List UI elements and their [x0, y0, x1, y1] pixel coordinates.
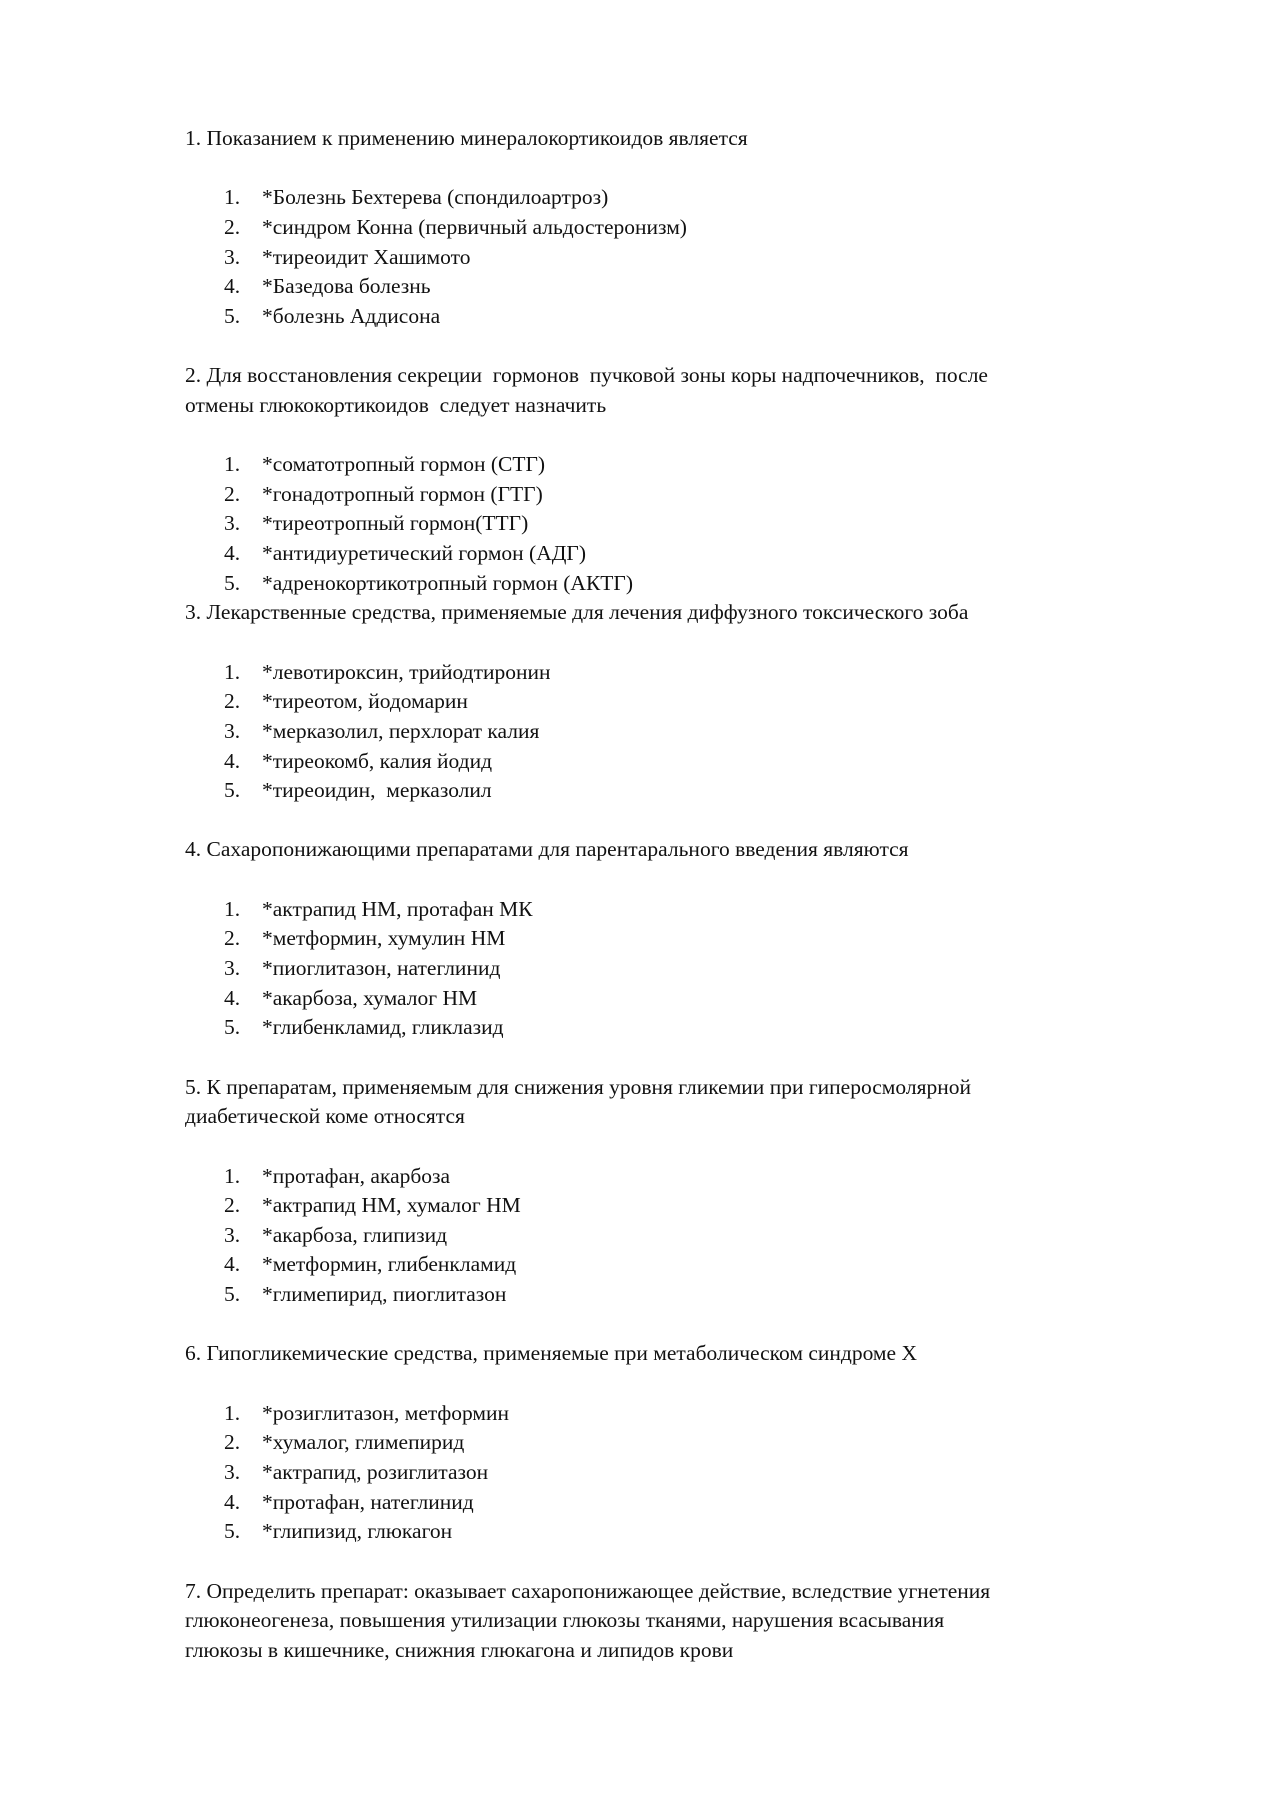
option-text: *хумалог, глимепирид — [262, 1430, 465, 1455]
answer-option — [185, 1221, 1185, 1251]
answer-option — [185, 1428, 1185, 1458]
option-number: 1. — [224, 896, 241, 921]
option-number: 2. — [224, 1193, 241, 1218]
answer-option — [185, 1399, 1185, 1429]
answer-option — [185, 895, 1185, 925]
option-number: 2. — [224, 1430, 241, 1455]
option-number: 3. — [224, 244, 241, 269]
option-number: 5. — [224, 778, 241, 803]
option-text: *гонадотропный гормон (ГТГ) — [262, 481, 543, 506]
option-number: 3. — [224, 956, 241, 981]
option-text: *актрапид, розиглитазон — [262, 1459, 489, 1484]
option-text: *тиреотропный гормон(ТТГ) — [262, 511, 529, 536]
answer-option — [185, 480, 1185, 510]
option-text: *пиоглитазон, натеглинид — [262, 956, 501, 981]
spacer — [185, 1132, 1185, 1162]
option-text: *акарбоза, хумалог НМ — [262, 985, 478, 1010]
spacer — [185, 1310, 1185, 1340]
answer-option — [185, 658, 1185, 688]
question-text: глюкозы в кишечнике, снижния глюкагона и липидов крови — [185, 1637, 734, 1662]
answer-option — [185, 302, 1185, 332]
answer-option — [185, 776, 1185, 806]
spacer — [185, 1043, 1185, 1073]
option-number: 4. — [224, 541, 241, 566]
option-text: *адренокортикотропный гормон (АКТГ) — [262, 570, 634, 595]
option-text: *метформин, хумулин НМ — [262, 926, 506, 951]
question-block — [185, 1577, 1185, 1666]
option-number: 2. — [224, 481, 241, 506]
option-text: *протафан, акарбоза — [262, 1163, 451, 1188]
option-text: *актрапид НМ, протафан МК — [262, 896, 533, 921]
question-text: 7. Определить препарат: оказывает сахаропонижающее действие, вследствие угнетения — [185, 1578, 991, 1603]
option-text: *соматотропный гормон (СТГ) — [262, 452, 546, 477]
question-block — [185, 124, 1185, 361]
answer-option — [185, 717, 1185, 747]
question-block — [185, 361, 1185, 598]
option-number: 1. — [224, 1400, 241, 1425]
option-text: *тиреокомб, калия йодид — [262, 748, 493, 773]
option-number: 3. — [224, 1222, 241, 1247]
answer-option — [185, 183, 1185, 213]
answer-option — [185, 450, 1185, 480]
answer-option — [185, 1517, 1185, 1547]
spacer — [185, 1547, 1185, 1577]
answer-option — [185, 954, 1185, 984]
spacer — [185, 865, 1185, 895]
question-text: 6. Гипогликемические средства, применяемые при метаболическом синдроме Х — [185, 1341, 917, 1366]
option-number: 5. — [224, 303, 241, 328]
question-block — [185, 1073, 1185, 1340]
option-text: *глимепирид, пиоглитазон — [262, 1282, 507, 1307]
option-text: *синдром Конна (первичный альдостеронизм) — [262, 214, 687, 239]
option-number: 5. — [224, 1519, 241, 1544]
document-page — [185, 124, 1185, 1665]
option-number: 3. — [224, 718, 241, 743]
option-number: 2. — [224, 926, 241, 951]
question-text: диабетической коме относятся — [185, 1104, 465, 1129]
option-text: *тиреоидит Хашимото — [262, 244, 471, 269]
option-text: *глипизид, глюкагон — [262, 1519, 453, 1544]
answer-option — [185, 539, 1185, 569]
question-text: 5. К препаратам, применяемым для снижения уровня гликемии при гиперосмолярной — [185, 1074, 971, 1099]
option-number: 1. — [224, 185, 241, 210]
option-text: *тиреоидин, мерказолил — [262, 778, 492, 803]
answer-option — [185, 984, 1185, 1014]
spacer — [185, 420, 1185, 450]
option-number: 4. — [224, 1489, 241, 1514]
option-number: 3. — [224, 511, 241, 536]
option-text: *актрапид НМ, хумалог НМ — [262, 1193, 521, 1218]
answer-option — [185, 213, 1185, 243]
option-text: *Базедова болезнь — [262, 274, 431, 299]
question-block — [185, 1339, 1185, 1576]
option-text: *акарбоза, глипизид — [262, 1222, 448, 1247]
question-block — [185, 598, 1185, 835]
option-text: *протафан, натеглинид — [262, 1489, 474, 1514]
option-text: *антидиуретический гормон (АДГ) — [262, 541, 586, 566]
spacer — [185, 154, 1185, 184]
question-text: 1. Показанием к применению минералокортикоидов является — [185, 126, 748, 150]
option-number: 1. — [224, 659, 241, 684]
option-number: 4. — [224, 748, 241, 773]
option-text: *мерказолил, перхлорат калия — [262, 718, 540, 743]
answer-option — [185, 1488, 1185, 1518]
spacer — [185, 628, 1185, 658]
option-text: *Болезнь Бехтерева (спондилоартроз) — [262, 185, 609, 210]
answer-option — [185, 1191, 1185, 1221]
question-text: 3. Лекарственные средства, применяемые для лечения диффузного токсического зоба — [185, 600, 969, 625]
answer-option — [185, 243, 1185, 273]
option-number: 1. — [224, 1163, 241, 1188]
spacer — [185, 1369, 1185, 1399]
answer-option — [185, 569, 1185, 599]
question-text: отмены глюкокортикоидов следует назначить — [185, 392, 607, 417]
option-number: 2. — [224, 689, 241, 714]
option-number: 3. — [224, 1459, 241, 1484]
option-text: *левотироксин, трийодтиронин — [262, 659, 551, 684]
question-block — [185, 835, 1185, 1072]
option-text: *тиреотом, йодомарин — [262, 689, 468, 714]
spacer — [185, 332, 1185, 362]
option-number: 4. — [224, 274, 241, 299]
option-text: *болезнь Аддисона — [262, 303, 441, 328]
answer-option — [185, 1280, 1185, 1310]
answer-option — [185, 924, 1185, 954]
option-number: 5. — [224, 1015, 241, 1040]
answer-option — [185, 1250, 1185, 1280]
option-number: 4. — [224, 985, 241, 1010]
answer-option — [185, 272, 1185, 302]
answer-option — [185, 747, 1185, 777]
answer-option — [185, 1013, 1185, 1043]
question-text: 4. Сахаропонижающими препаратами для парентарального введения являются — [185, 837, 909, 862]
option-number: 5. — [224, 570, 241, 595]
option-number: 1. — [224, 452, 241, 477]
spacer — [185, 806, 1185, 836]
option-number: 4. — [224, 1252, 241, 1277]
option-number: 2. — [224, 214, 241, 239]
answer-option — [185, 1458, 1185, 1488]
answer-option — [185, 687, 1185, 717]
answer-option — [185, 509, 1185, 539]
option-text: *глибенкламид, гликлазид — [262, 1015, 504, 1040]
option-number: 5. — [224, 1282, 241, 1307]
answer-option — [185, 1162, 1185, 1192]
option-text: *метформин, глибенкламид — [262, 1252, 517, 1277]
question-text: глюконеогенеза, повышения утилизации глюкозы тканями, нарушения всасывания — [185, 1608, 945, 1633]
option-text: *розиглитазон, метформин — [262, 1400, 510, 1425]
question-text: 2. Для восстановления секреции гормонов пучковой зоны коры надпочечников, после — [185, 363, 988, 388]
